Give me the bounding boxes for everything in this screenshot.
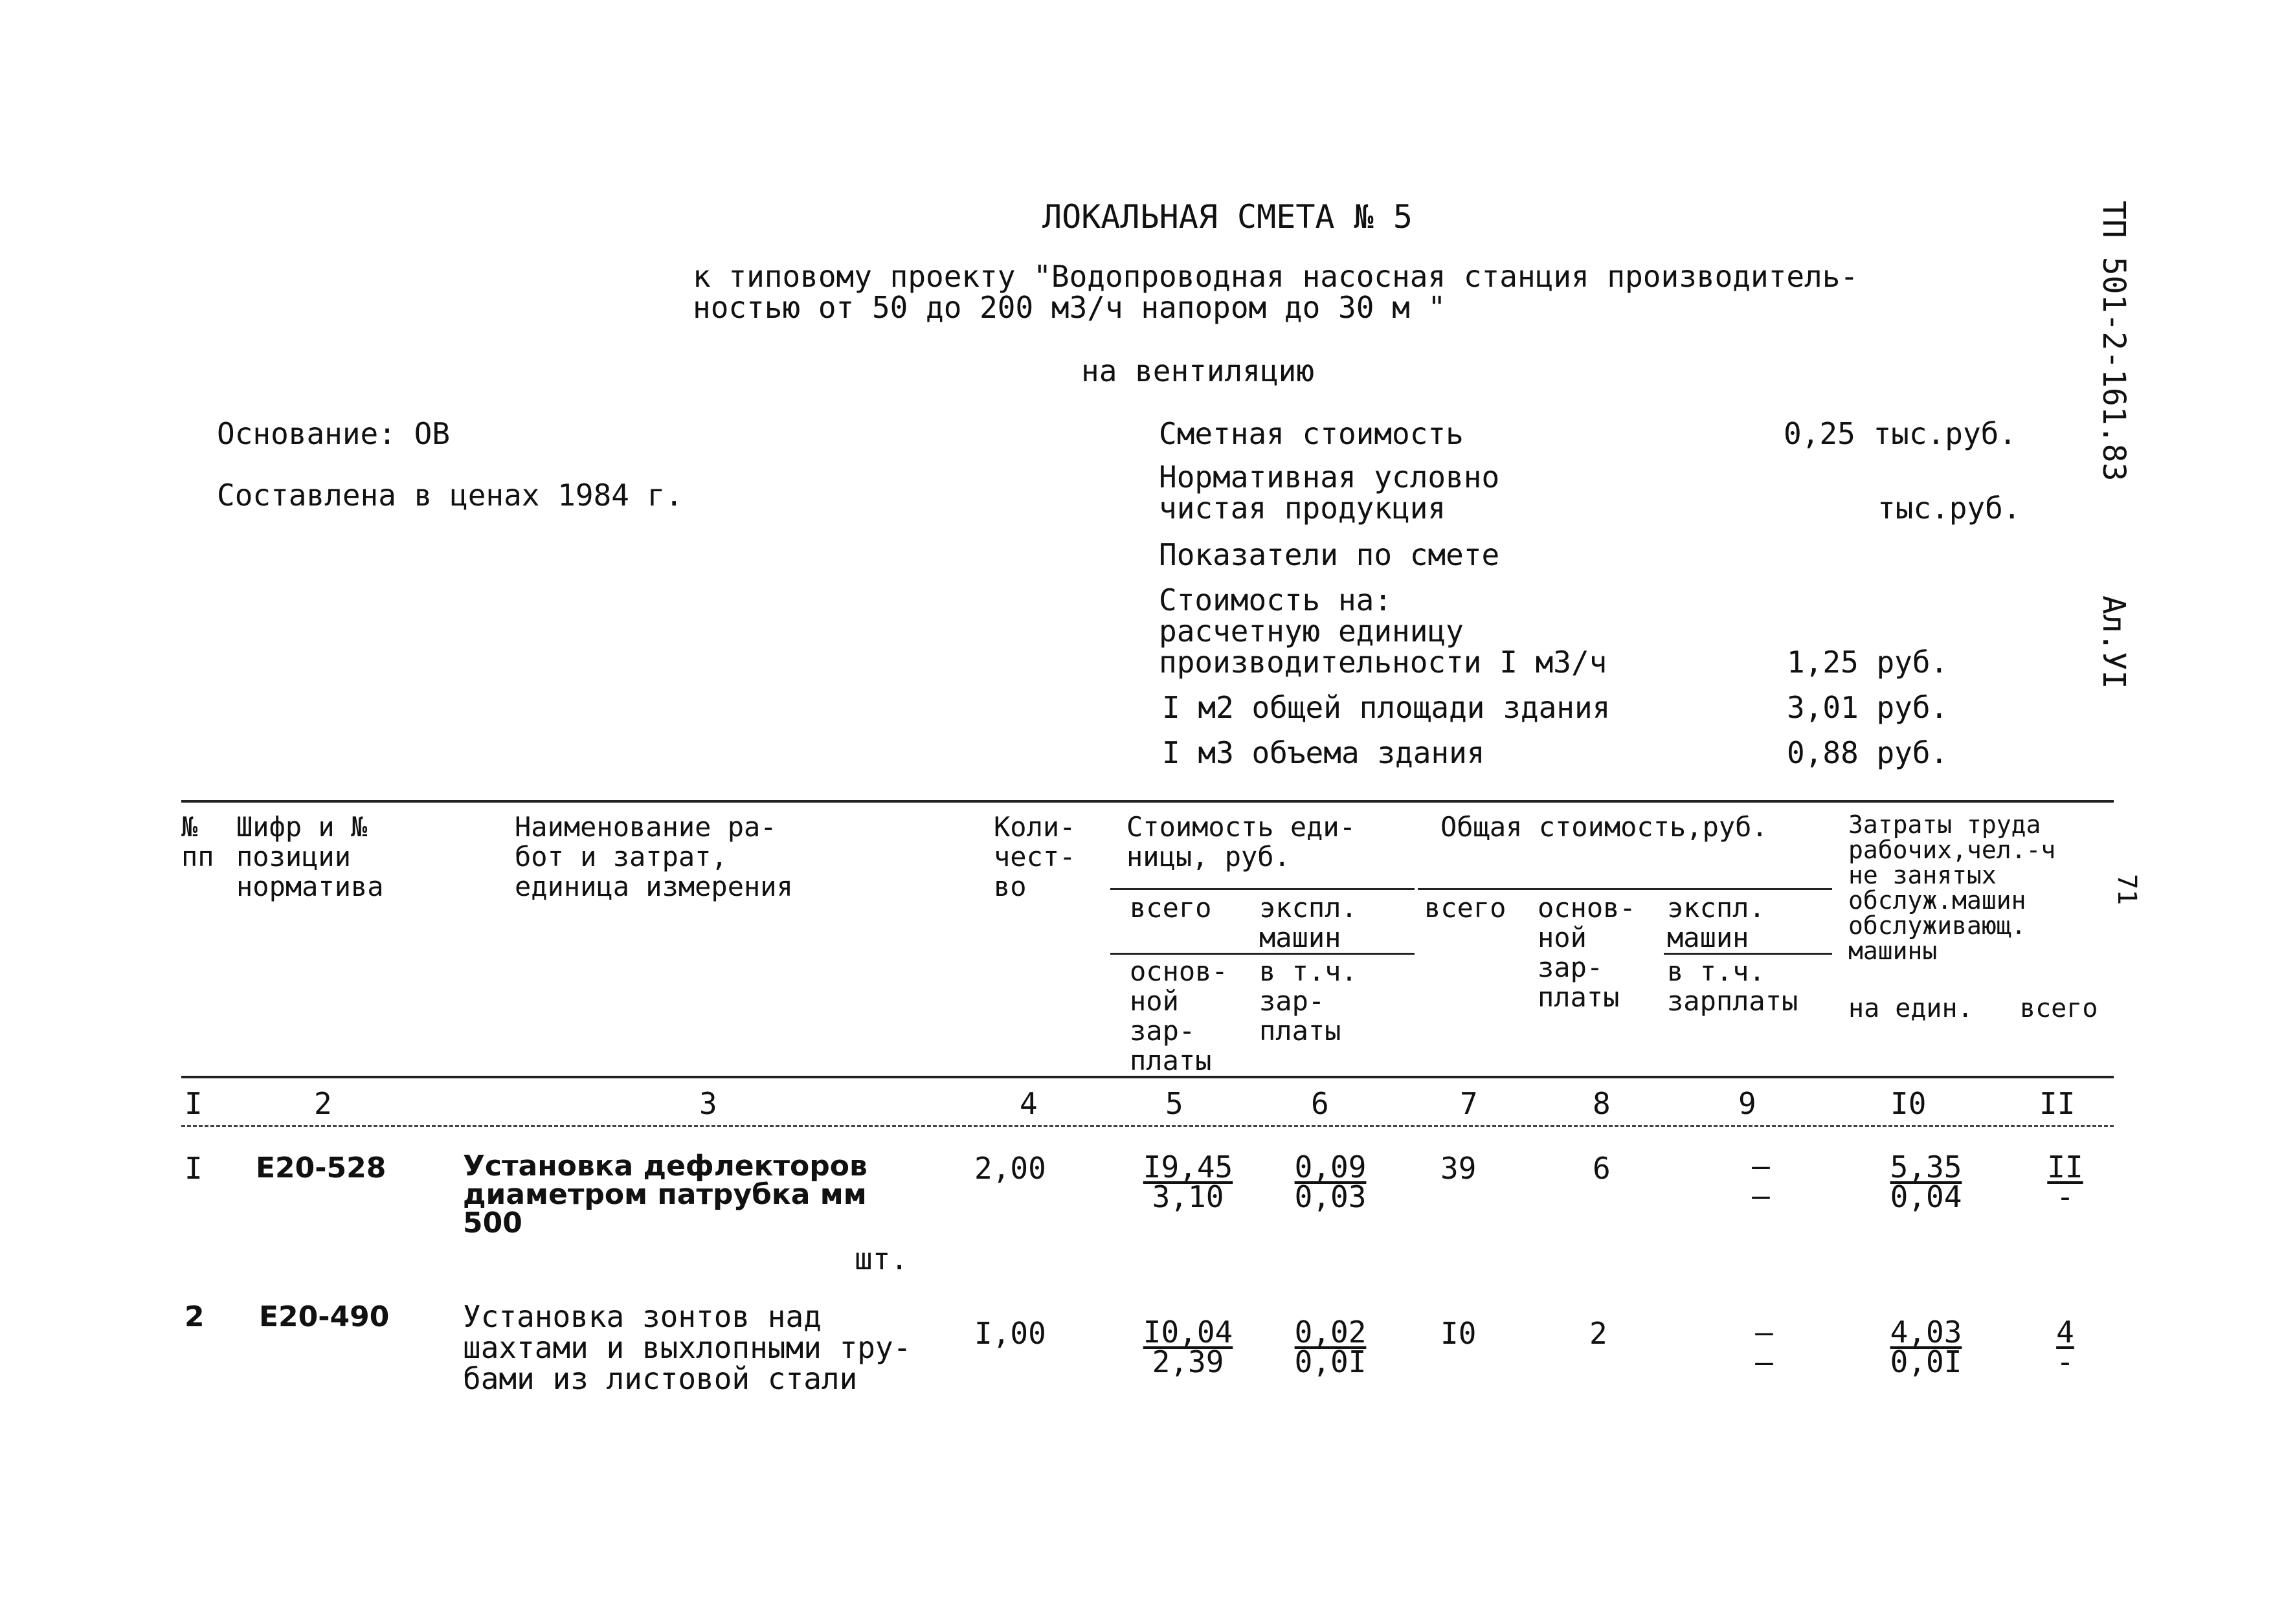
row-1-unit-mach-wage: 0,03 (1294, 1179, 1367, 1214)
header-total-cost: Общая стоимость,руб. (1440, 811, 1768, 843)
project-code-margin: ТП 501-2-161.83 (2096, 201, 2132, 482)
row-2-number: 2 (185, 1300, 205, 1333)
basis-label: Основание: ОВ (217, 416, 451, 451)
unit-value: 1,25 руб. (1787, 645, 1949, 680)
page-number-margin: 71 (2112, 874, 2142, 906)
area-value: 3,01 руб. (1787, 690, 1949, 725)
row-1-unit-mach: 0,09 (1294, 1150, 1367, 1185)
header-unit-wage: основ- ной зар- платы (1130, 955, 1228, 1076)
column-number-6: 6 (1311, 1086, 1329, 1121)
row-1-labor-unit (1881, 1152, 1971, 1212)
column-number-2: 2 (314, 1086, 332, 1121)
row-1-total-machines (1735, 1148, 1787, 1213)
column-number-3: 3 (699, 1086, 717, 1121)
row-2-labor-total-value: 4 (2056, 1315, 2074, 1350)
column-number-4: 4 (1020, 1086, 1038, 1121)
unit-cost-rule (1110, 888, 1415, 890)
row-1-code: Е20-528 (256, 1151, 386, 1185)
norm-product-label-1: Нормативная условно (1159, 460, 1500, 495)
column-number-8: 8 (1593, 1086, 1611, 1121)
row-2-unit-machines (1285, 1317, 1376, 1377)
header-labor-unit: на един. (1848, 994, 1973, 1023)
column-number-5: 5 (1165, 1086, 1183, 1121)
header-unit-cost: Стоимость еди- ницы, руб. (1126, 811, 1356, 873)
norm-product-label-2: чистая продукция (1159, 491, 1446, 526)
row-2-unit-mach-wage: 0,0I (1294, 1344, 1367, 1379)
row-2-total: I0 (1440, 1316, 1477, 1351)
row-2-unit-wage: 2,39 (1152, 1344, 1224, 1379)
row-2-total-machines (1735, 1317, 1793, 1377)
row-1-total: 39 (1440, 1151, 1477, 1186)
row-1-labor-total-value: II (2047, 1150, 2083, 1185)
area-label: I м2 общей площади здания (1162, 690, 1611, 725)
unit-subcost-rule (1110, 953, 1415, 955)
row-1-number: I (185, 1151, 203, 1186)
row-1-unit-wage: 3,10 (1152, 1179, 1224, 1214)
header-unit-machines: экспл. машин (1259, 892, 1358, 953)
cost-per-label: Стоимость на: (1159, 583, 1393, 617)
total-subcost-rule (1664, 953, 1832, 955)
document-title: ЛОКАЛЬНАЯ СМЕТА № 5 (1042, 198, 1413, 236)
table-top-rule (181, 800, 2114, 803)
row-1-total-wage: 6 (1593, 1151, 1611, 1186)
row-1-unit-machines (1285, 1152, 1376, 1212)
row-1-unit-cost (1139, 1152, 1237, 1212)
volume-value: 0,88 руб. (1787, 735, 1949, 770)
row-2-name: Установка зонтов над шахтами и выхлопными тру- бами из листовой стали (463, 1299, 912, 1396)
row-1-labor-unit-mach: 0,04 (1890, 1179, 1962, 1214)
header-labor-total: всего (2020, 994, 2098, 1023)
header-total-mach-wage: в т.ч. зарплаты (1667, 955, 1798, 1017)
row-2-total-mach-wage: — (1755, 1344, 1773, 1379)
row-1-unit-total: I9,45 (1143, 1150, 1233, 1185)
row-1-labor-unit-value: 5,35 (1890, 1150, 1962, 1185)
row-1-total-mach-wage: — (1752, 1178, 1770, 1213)
column-number-10: I0 (1890, 1086, 1927, 1121)
estimated-cost-value: 0,25 тыс.руб. (1784, 416, 2017, 451)
row-2-labor-unit-mach: 0,0I (1890, 1344, 1962, 1379)
row-2-quantity: I,00 (974, 1316, 1046, 1351)
header-bottom-rule (181, 1076, 2114, 1078)
row-2-labor-unit (1881, 1317, 1971, 1377)
row-2-labor-total (2039, 1317, 2091, 1377)
album-margin: Ал.УI (2096, 595, 2132, 689)
norm-product-value: тыс.руб. (1877, 491, 2021, 526)
prices-label: Составлена в ценах 1984 г. (217, 478, 684, 513)
column-number-7: 7 (1460, 1086, 1478, 1121)
indicators-label: Показатели по смете (1159, 537, 1500, 572)
row-1-unit: шт. (855, 1241, 909, 1276)
row-2-labor-total-mach: - (2056, 1344, 2074, 1379)
row-2-labor-unit-value: 4,03 (1890, 1315, 1962, 1350)
header-labor: Затраты труда рабочих,чел.-ч не занятых обслуж.машин обслуживающ. машины (1848, 810, 2056, 965)
subtitle-line-2: ностью от 50 до 200 м3/ч напором до 30 м " (693, 290, 1446, 325)
row-1-labor-total-mach: - (2056, 1179, 2074, 1214)
column-number-1: I (185, 1086, 203, 1121)
header-name: Наименование ра- бот и затрат, единица измерения (515, 811, 793, 902)
volume-label: I м3 объема здания (1162, 735, 1485, 770)
header-total-all: всего (1424, 892, 1506, 924)
unit-label-1: расчетную единицу (1159, 614, 1464, 649)
subtitle-line-1: к типовому проекту "Водопроводная насосная станция производитель- (693, 259, 1859, 294)
row-1-name: Установка дефлекторов диаметром патрубка мм 500 (463, 1150, 868, 1240)
header-row-number: № пп (181, 811, 214, 873)
row-2-total-mach: — (1755, 1315, 1773, 1350)
row-1-quantity: 2,00 (974, 1151, 1046, 1186)
unit-label-2: производительности I м3/ч (1159, 645, 1607, 680)
row-2-unit-mach: 0,02 (1294, 1315, 1367, 1350)
header-unit-total: всего (1130, 892, 1212, 924)
estimate-subject: на вентиляцию (1081, 353, 1315, 388)
row-2-unit-total: I0,04 (1143, 1315, 1233, 1350)
header-code: Шифр и № позиции норматива (236, 811, 384, 902)
row-1-labor-total (2039, 1152, 2091, 1212)
header-total-wage: основ- ной зар- платы (1538, 892, 1636, 1013)
column-numbers-rule (181, 1125, 2114, 1127)
header-total-machines: экспл. машин (1667, 892, 1765, 953)
row-2-unit-cost (1139, 1317, 1237, 1377)
row-1-total-mach: — (1752, 1148, 1770, 1183)
total-cost-rule (1418, 888, 1832, 890)
estimated-cost-label: Сметная стоимость (1159, 416, 1464, 451)
column-number-9: 9 (1738, 1086, 1756, 1121)
header-quantity: Коли- чест- во (994, 811, 1076, 902)
column-number-11: II (2039, 1086, 2076, 1121)
row-2-code: Е20-490 (259, 1300, 390, 1333)
header-unit-mach-wage: в т.ч. зар- платы (1259, 955, 1358, 1047)
row-2-total-wage: 2 (1589, 1316, 1607, 1351)
